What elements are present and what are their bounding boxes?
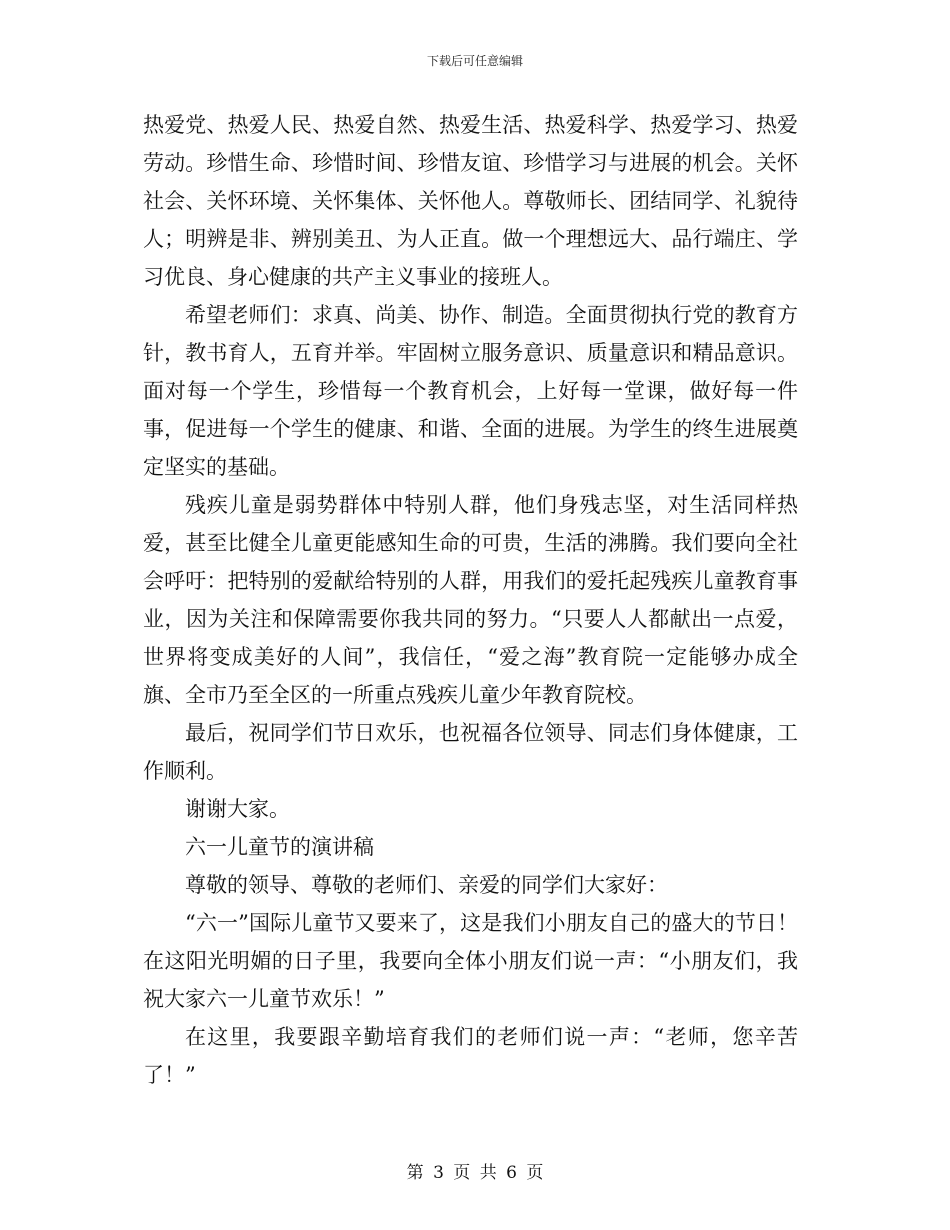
page-header: 下载后可任意编辑 xyxy=(426,54,523,68)
paragraph-2: 希望老师们：求真、尚美、协作、制造。全面贯彻执行党的教育方针，教书育人，五育并举。牢固树立服务意识、质量意识和精品意识。面对每一个学生，珍惜每一个教育机会，上好每一堂课，做好每一件事，促进每一个学生的健康、和谐、全面的进展。为学生的终生进展奠定坚实的基础。 xyxy=(143,303,798,479)
paragraph-5: 谢谢大家。 xyxy=(185,797,290,821)
page-number-footer: 第 3 页 共 6 页 xyxy=(406,1163,544,1183)
greeting: 尊敬的领导、尊敬的老师们、亲爱的同学们大家好： xyxy=(185,873,668,897)
paragraph-3: 残疾儿童是弱势群体中特别人群，他们身残志坚，对生活同样热爱，甚至比健全儿童更能感知生命的可贵，生活的沸腾。我们要向全社会呼吁：把特别的爱献给特别的人群，用我们的爱托起残疾儿童教育事业，因为关注和保障需要你我共同的努力。“只要人人都献出一点爱，世界将变成美好的人间”，我信任，“爱之海”教育院一定能够办成全旗、全市乃至全区的一所重点残疾儿童少年教育院校。 xyxy=(143,493,798,707)
section-title: 六一儿童节的演讲稿 xyxy=(185,835,374,859)
paragraph-9: 在这里，我要跟辛勤培育我们的老师们说一声：“老师，您辛苦了！” xyxy=(143,1025,798,1087)
paragraph-1: 热爱党、热爱人民、热爱自然、热爱生活、热爱科学、热爱学习、热爱劳动。珍惜生命、珍惜时间、珍惜友谊、珍惜学习与进展的机会。关怀社会、关怀环境、关怀集体、关怀他人。尊敬师长、团结同学、礼貌待人；明辨是非、辨别美丑、为人正直。做一个理想远大、品行端庄、学习优良、身心健康的共产主义事业的接班人。 xyxy=(143,113,798,289)
paragraph-8: “六一”国际儿童节又要来了，这是我们小朋友自己的盛大的节日！在这阳光明媚的日子里，我要向全体小朋友们说一声：“小朋友们，我祝大家六一儿童节欢乐！” xyxy=(143,911,798,1011)
paragraph-4: 最后，祝同学们节日欢乐，也祝福各位领导、同志们身体健康，工作顺利。 xyxy=(143,721,798,783)
document-body xyxy=(143,106,798,1094)
